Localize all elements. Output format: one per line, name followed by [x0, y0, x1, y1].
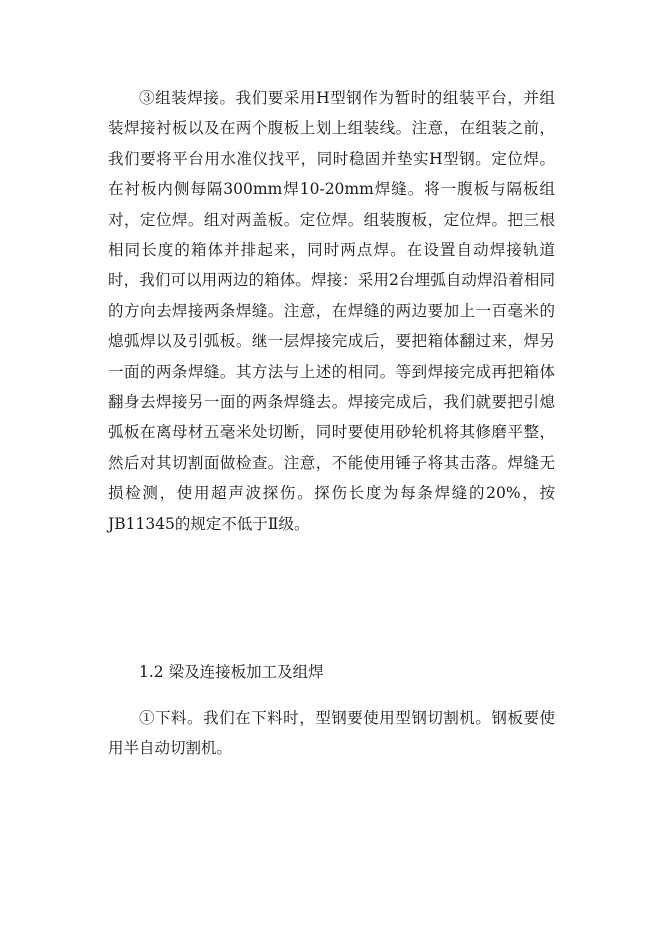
paragraph-cutting: ①下料。我们在下料时，型钢要使用型钢切割机。钢板要使用半自动切割机。	[108, 709, 555, 758]
paragraph-assembly-welding: ③组装焊接。我们要采用H型钢作为暂时的组装平台，并组装焊接衬板以及在两个腹板上划上组装线。注意，在组装之前，我们要将平台用水准仪找平，同时稳固并垫实H型钢。定位焊。在衬板内侧每隔300mm焊10-20mm焊缝。将一腹板与隔板组对，定位焊。组对两盖板。定位焊。组装腹板，定位焊。把三根相同长度的箱体并排起来，同时两点焊。在设置自动焊接轨道时，我们可以用两边的箱体。焊接：采用2台埋弧自动焊沿着相同的方向去焊接两条焊缝。注意，在焊缝的两边要加上一百毫米的熄弧焊以及引弧板。继一层焊接完成后，要把箱体翻过来，焊另一面的两条焊缝。其方法与上述的相同。等到焊接完成再把箱体翻身去焊接另一面的两条焊缝去。焊接完成后，我们就要把引熄弧板在离母材五毫米处切断，同时要使用砂轮机将其修磨平整，然后对其切割面做检查。注意，不能使用锤子将其击落。焊缝无损检测，使用超声波探伤。探伤长度为每条焊缝的20%，按JB11345的规定不低于Ⅱ级。	[108, 89, 555, 533]
section-heading: 1.2 梁及连接板加工及组焊	[139, 663, 324, 681]
